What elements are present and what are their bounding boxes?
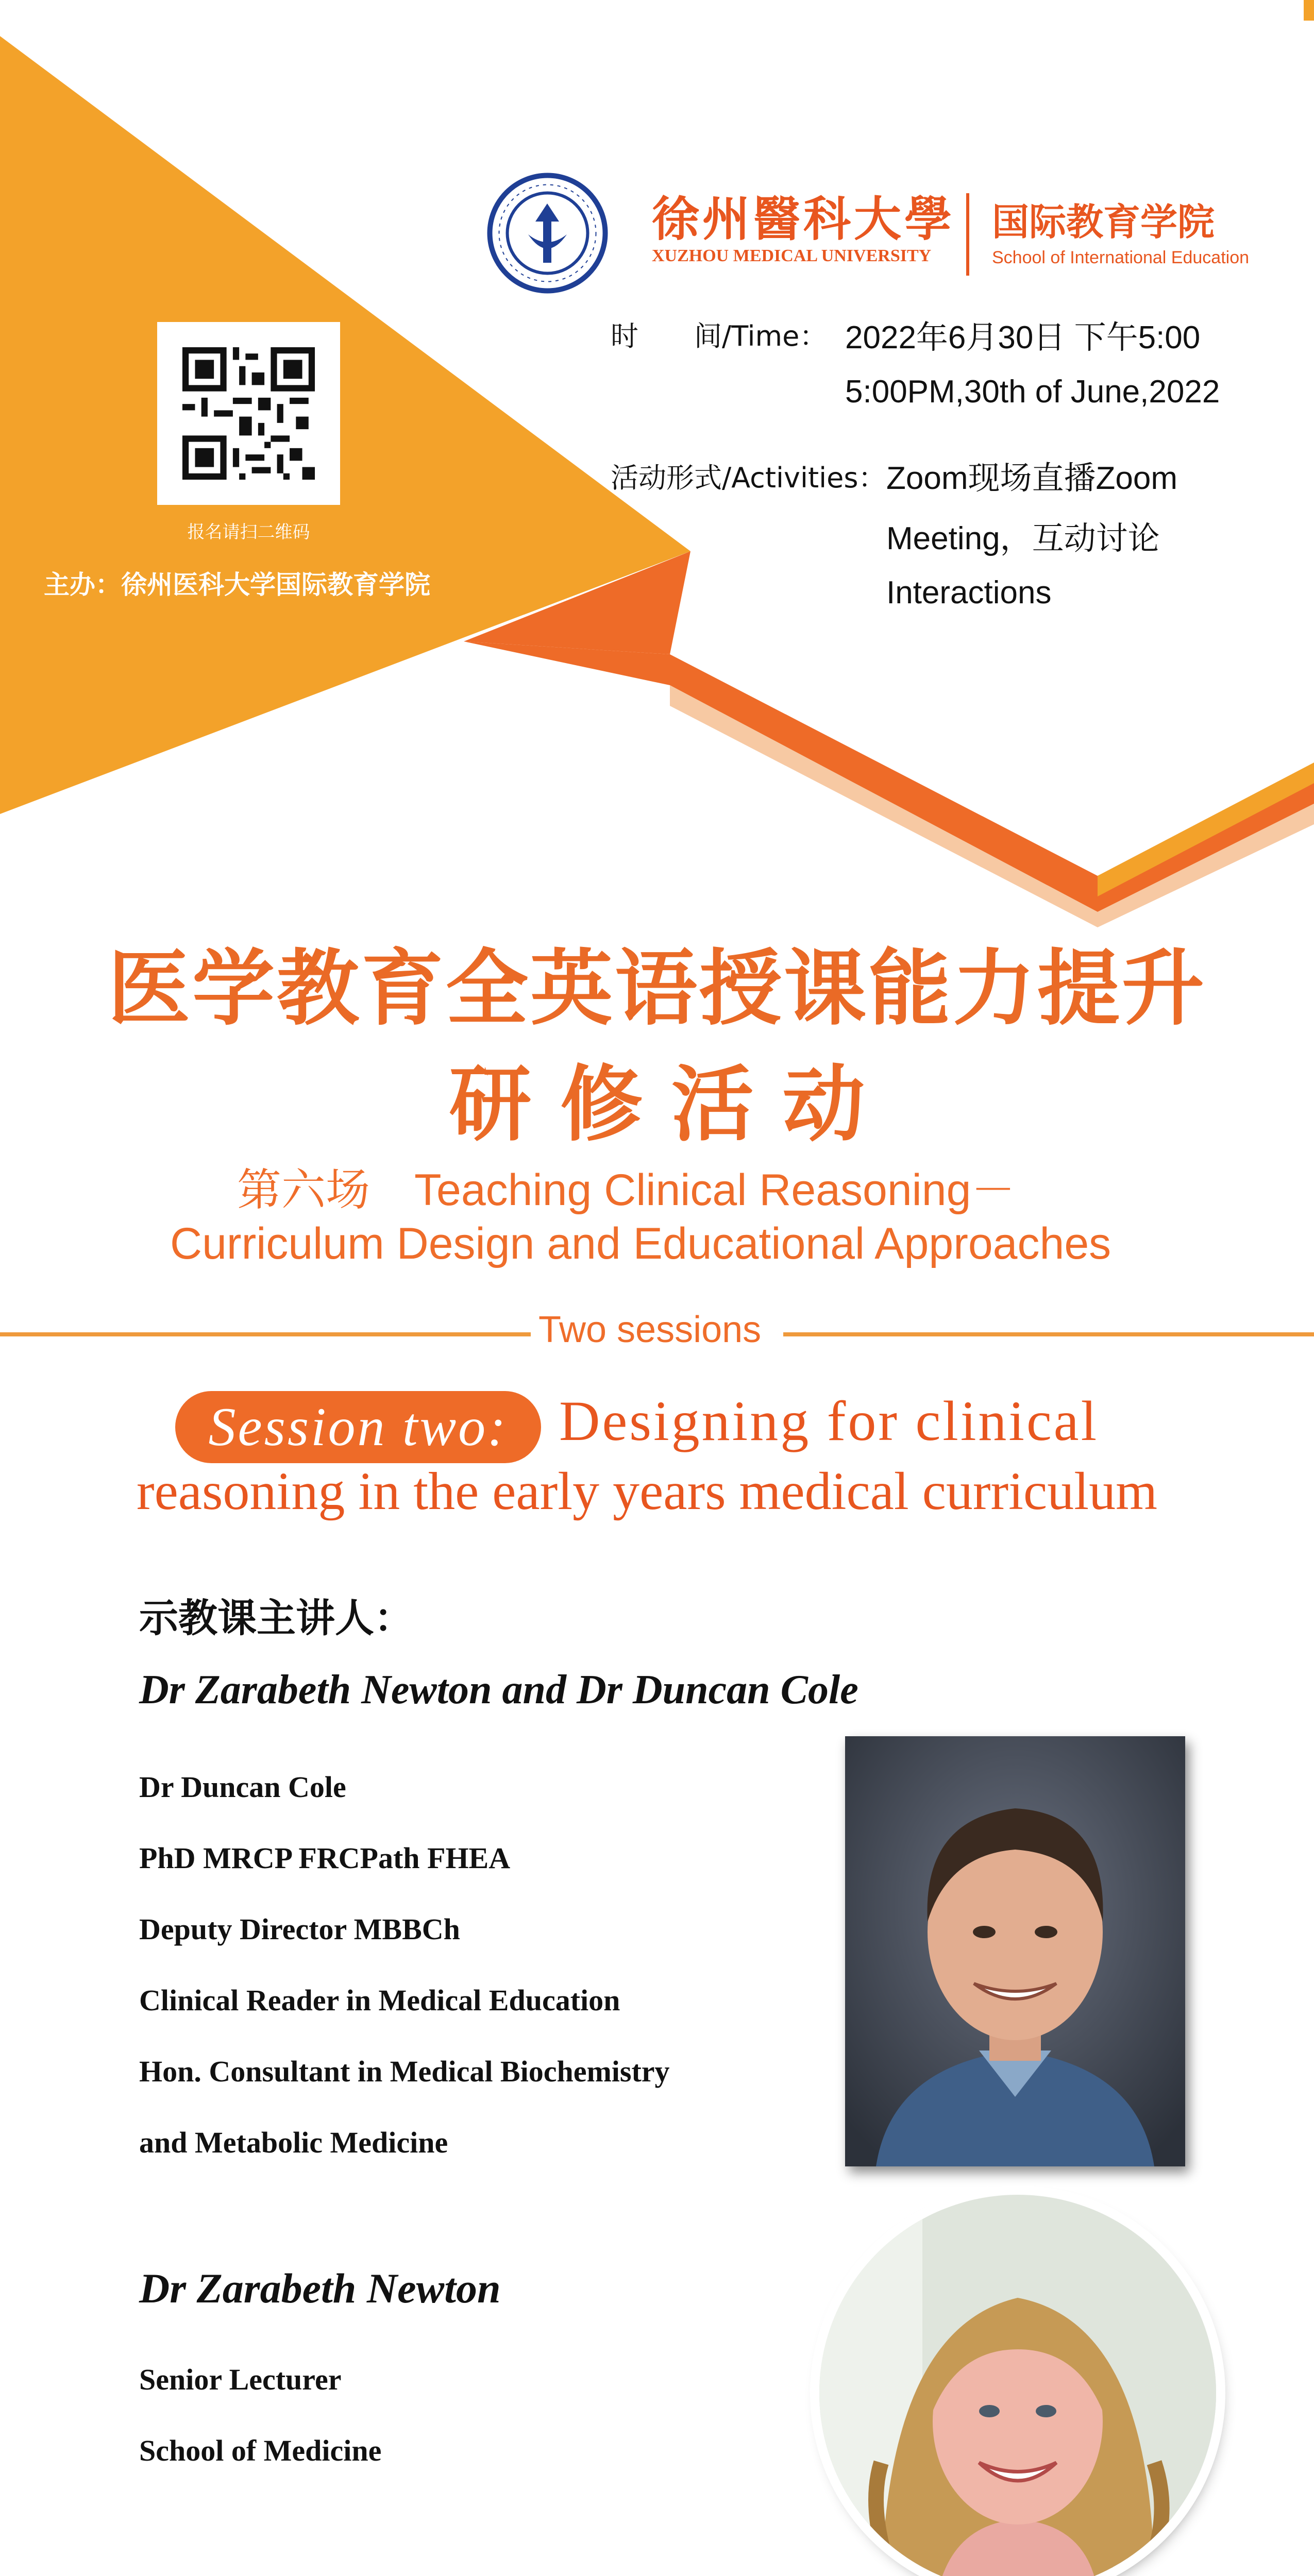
session-title-part2: reasoning in the early years medical curriculum	[137, 1462, 1157, 1521]
activities-label: 活动形式/Activities：	[611, 462, 886, 494]
subtitle-line2: Curriculum Design and Educational Approaches	[170, 1219, 1111, 1268]
university-name-cn: 徐州醫科大學	[652, 193, 955, 246]
university-name-en: XUZHOU MEDICAL UNIVERSITY	[652, 246, 932, 265]
activities-line1: Zoom现场直播Zoom	[886, 461, 1177, 496]
time-en: 5:00PM,30th of June,2022	[845, 374, 1220, 410]
organizer: 主办：徐州医科大学国际教育学院	[44, 570, 430, 600]
school-name-cn: 国际教育学院	[992, 200, 1215, 244]
time-cn: 2022年6月30日 下午5:00	[845, 320, 1201, 355]
duncan-bio-line: Dr Duncan Cole	[139, 1770, 346, 1804]
university-seal-icon	[487, 173, 608, 294]
zarabeth-bio-line: Senior Lecturer	[139, 2363, 342, 2396]
school-name-en: School of International Education	[992, 248, 1250, 267]
school-name	[992, 200, 1301, 268]
portrait-male-photo	[845, 1736, 1185, 2166]
duncan-bio-line: Hon. Consultant in Medical Biochemistry	[139, 2055, 670, 2088]
duncan-bio	[139, 1752, 670, 2178]
session-title-part1: Designing for clinical	[559, 1389, 1099, 1452]
orange-accent-top	[1304, 0, 1314, 21]
qr-caption: 报名请扫二维码	[187, 522, 310, 543]
activities-line3: Interactions	[886, 575, 1052, 611]
university-name	[652, 193, 961, 266]
sessions-divider-label: Two sessions	[538, 1309, 762, 1350]
time-label: 时 间/Time：	[611, 320, 828, 352]
main-title-line2: 研 修 活 动	[449, 1056, 865, 1153]
duncan-bio-line: PhD MRCP FRCPath FHEA	[139, 1841, 511, 1875]
header-divider	[966, 193, 969, 276]
duncan-bio-line: Deputy Director MBBCh	[139, 1912, 460, 1946]
qr-code-icon[interactable]	[157, 322, 340, 505]
orange-triangle-left	[0, 36, 690, 814]
speakers-heading: 示教课主讲人：	[139, 1595, 413, 1641]
main-title-line1: 医学教育全英语授课能力提升	[107, 940, 1206, 1037]
portrait-female-photo	[819, 2195, 1216, 2576]
activities-line2: Meeting，互动讨论	[886, 521, 1160, 556]
zarabeth-bio	[139, 2344, 381, 2486]
zarabeth-name: Dr Zarabeth Newton	[139, 2265, 501, 2312]
session-badge: Session two:	[175, 1391, 541, 1463]
duncan-bio-line: and Metabolic Medicine	[139, 2126, 448, 2159]
zarabeth-bio-line: School of Medicine	[139, 2434, 382, 2467]
subtitle-line1: 第六场 Teaching Clinical Reasoning－	[237, 1165, 1016, 1215]
duncan-bio-line: Clinical Reader in Medical Education	[139, 1984, 620, 2017]
speakers-names: Dr Zarabeth Newton and Dr Duncan Cole	[139, 1667, 858, 1713]
